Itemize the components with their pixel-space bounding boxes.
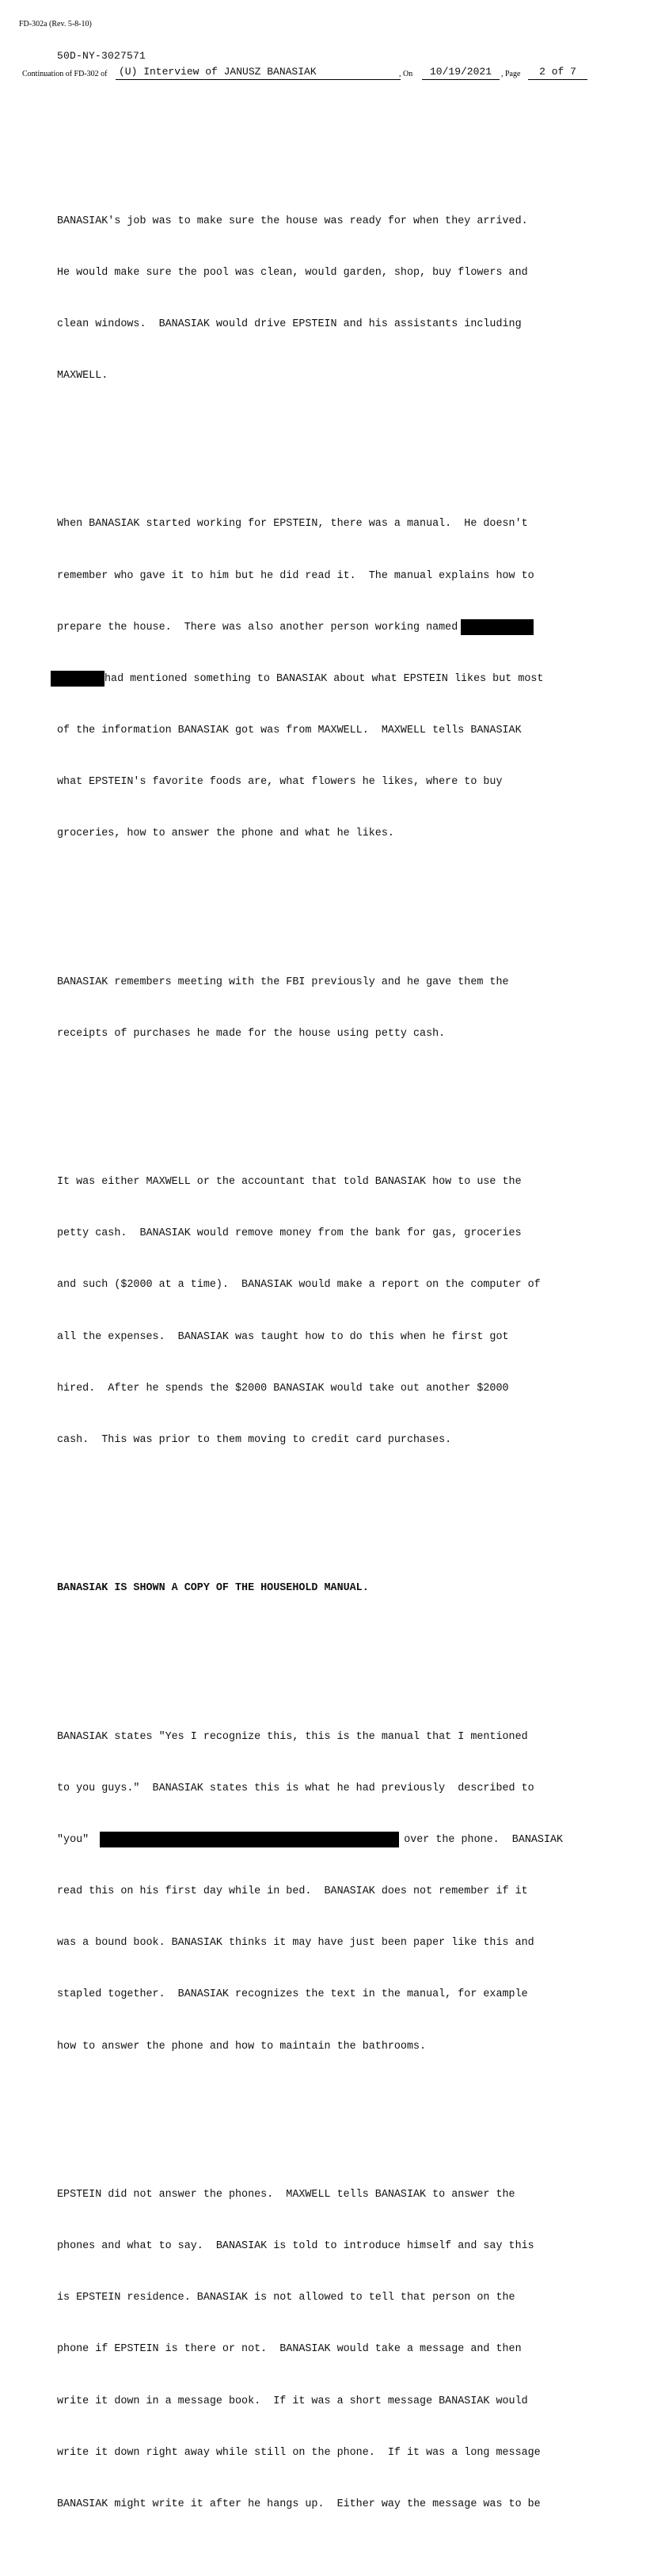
text-line: MAXWELL.	[57, 369, 108, 382]
redaction-box	[100, 1832, 399, 1847]
paragraph	[57, 939, 603, 1077]
text-line: phone if EPSTEIN is there or not. BANASIAK would take a message and then	[57, 2343, 522, 2356]
text-line: BANASIAK states "Yes I recognize this, this is the manual that I mentioned	[57, 1730, 528, 1743]
text-segment: prepare the house. There was also another person working named	[57, 621, 458, 634]
page-label: , Page	[501, 70, 521, 78]
text-line	[51, 671, 603, 688]
page-number-field: 2 of 7	[528, 66, 587, 80]
text-line	[57, 619, 603, 637]
text-line: phones and what to say. BANASIAK is told to introduce himself and say this	[57, 2240, 534, 2253]
text-line: cash. This was prior to them moving to credit card purchases.	[57, 1433, 452, 1446]
text-line: how to answer the phone and how to maintain the bathrooms.	[57, 2040, 427, 2053]
text-line: and such ($2000 at a time). BANASIAK would make a report on the computer of	[57, 1279, 541, 1292]
text-line: groceries, how to answer the phone and what he likes.	[57, 827, 394, 839]
form-id: FD-302a (Rev. 5-8-10)	[19, 20, 92, 29]
document-body	[57, 127, 603, 2576]
subject-field: (U) Interview of JANUSZ BANASIAK	[116, 66, 401, 80]
section-heading	[57, 1546, 603, 1632]
text-line: what EPSTEIN's favorite foods are, what flowers he likes, where to buy	[57, 775, 503, 788]
paragraph	[57, 1140, 603, 1483]
text-line: remember who gave it to him but he did read it. The manual explains how to	[57, 569, 534, 582]
text-segment: over the phone. BANASIAK	[404, 1834, 564, 1847]
text-line: It was either MAXWELL or the accountant that told BANASIAK how to use the	[57, 1176, 522, 1189]
paragraph	[57, 481, 603, 877]
text-line: was a bound book. BANASIAK thinks it may have just been paper like this and	[57, 1937, 534, 1950]
redaction-box	[461, 619, 534, 635]
text-line: write it down right away while still on the phone. If it was a long message	[57, 2446, 541, 2459]
text-line: He would make sure the pool was clean, would garden, shop, buy flowers and	[57, 266, 528, 279]
text-line: receipts of purchases he made for the house using petty cash.	[57, 1027, 446, 1040]
date-field: 10/19/2021	[422, 66, 500, 80]
text-line	[57, 1832, 603, 1849]
text-line: petty cash. BANASIAK would remove money from the bank for gas, groceries	[57, 1227, 522, 1240]
paragraph	[57, 1695, 603, 2090]
paragraph	[57, 2152, 603, 2547]
text-line: write it down in a message book. If it was a short message BANASIAK would	[57, 2395, 528, 2407]
text-line: hired. After he spends the $2000 BANASIAK would take out another $2000	[57, 1382, 509, 1395]
text-line: all the expenses. BANASIAK was taught how to do this when he first got	[57, 1330, 509, 1343]
text-line: read this on his first day while in bed. BANASIAK does not remember if it	[57, 1885, 528, 1898]
continuation-label: Continuation of FD-302 of	[22, 70, 108, 78]
text-line: stapled together. BANASIAK recognizes the text in the manual, for example	[57, 1988, 528, 2001]
text-line: BANASIAK might write it after he hangs up. Either way the message was to be	[57, 2498, 541, 2510]
text-line: EPSTEIN did not answer the phones. MAXWELL tells BANASIAK to answer the	[57, 2189, 515, 2201]
text-segment: "you"	[57, 1834, 89, 1847]
text-line: to you guys." BANASIAK states this is what he had previously described to	[57, 1783, 534, 1795]
text-line: When BANASIAK started working for EPSTEIN, there was a manual. He doesn't	[57, 518, 528, 531]
text-line: of the information BANASIAK got was from MAXWELL. MAXWELL tells BANASIAK	[57, 724, 522, 736]
text-line: BANASIAK remembers meeting with the FBI previously and he gave them the	[57, 976, 509, 988]
text-segment: had mentioned something to BANASIAK about what EPSTEIN likes but most	[104, 672, 544, 685]
text-line: clean windows. BANASIAK would drive EPSTEIN and his assistants including	[57, 318, 522, 330]
text-line: BANASIAK's job was to make sure the house was ready for when they arrived.	[57, 215, 528, 227]
file-number: 50D-NY-3027571	[57, 50, 146, 62]
text-line: is EPSTEIN residence. BANASIAK is not allowed to tell that person on the	[57, 2292, 515, 2304]
on-label: , On	[399, 70, 413, 78]
redaction-box	[51, 671, 104, 687]
heading-text: BANASIAK IS SHOWN A COPY OF THE HOUSEHOLD MANUAL.	[57, 1582, 369, 1595]
paragraph	[57, 178, 603, 419]
